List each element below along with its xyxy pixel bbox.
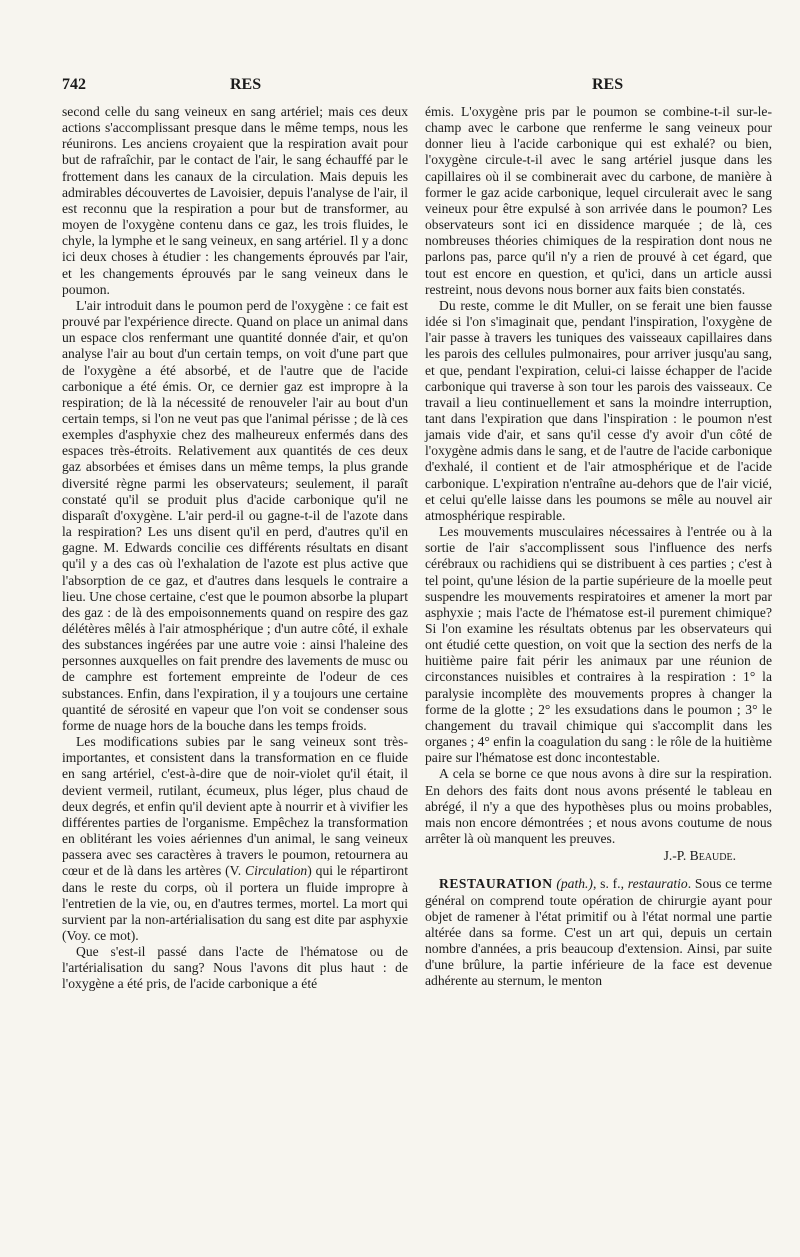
entry-restauration (425, 876, 772, 989)
entry-headword: RESTAURATION (439, 876, 553, 892)
paragraph: A cela se borne ce que nous avons à dire sur la respiration. En dehors des faits dont nous avons présenté le tableau en abrégé, il n'y a que des hypothèses plus ou moins probables, mais non encore démontrées ; et nous avons coutume de nous arrêter là où manquent les preuves. (425, 766, 772, 847)
paragraph: Les mouvements musculaires nécessaires à l'entrée ou à la sortie de l'air s'accomplissent sous l'influence des nerfs cérébraux ou rachidiens qui se distribuent à ces parties ; c'est à tel point, qu'une lésion de la partie supérieure de la moelle peut suspendre les mouvements respiratoires et amener la mort par asphyxie ; mais l'acte de l'hématose est-il purement chimique? Si l'on examine les résultats obtenus par les observateurs qui ont étudié cette question, on voit que la section des nerfs de la huitième paire fait périr les animaux par une réunion de circonstances nuisibles et contraires à la respiration : 1° la paralysie incomplète des mouvements propres à changer la forme de la glotte ; 2° les exsudations dans le poumon ; 3° le changement du travail chimique qui s'accomplit dans les organes ; 4° enfin la coagulation du sang : le rôle de la huitième paire sur l'hématose est donc incontestable. (425, 524, 772, 766)
paragraph: Que s'est-il passé dans l'acte de l'hématose ou de l'artérialisation du sang? Nous l'avons dit plus haut : de l'oxygène a été pris, de l'acide carbonique a été (62, 944, 408, 992)
cross-reference-circulation: Circulation (245, 863, 308, 879)
paragraph-text: Les modifications subies par le sang veineux sont très-importantes, et consistent dans la transformation en ce fluide en sang artériel, c'est-à-dire que de noir-violet qu'il était, il devient vermeil, rutilant, écumeux, plus léger, plus chaud de deux degrés, et enfin qu'il devient apte à nourrir et à vivifier les différentes parties de l'organisme. Empêchez la transformation en oblitérant les voies aériennes d'un animal, le sang veineux passera avec ses caractères à travers le poumon, retournera au cœur et de là dans les artères (V. (62, 734, 408, 879)
paragraph: second celle du sang veineux en sang artériel; mais ces deux actions s'accomplissant presque dans le même temps, nous les réunirons. Les anciens croyaient que la respiration avait pour but de rafraîchir, par le contact de l'air, le sang échauffé par le frottement dans les canaux de la circulation. Mais depuis les admirables découvertes de Lavoisier, depuis l'analyse de l'air, il est reconnu que la respiration a pour but de transformer, au moyen de l'oxygène contenu dans ce gaz, les trois fluides, le chyle, la lymphe et le sang veineux, en sang artériel. Il y a donc ici deux choses à étudier : les changements éprouvés par l'air, et les changements éprouvés par le sang veineux dans le poumon. (62, 104, 408, 297)
author-signature: J.-P. Beaude. (663, 848, 736, 864)
paragraph (62, 734, 408, 944)
right-column (425, 104, 772, 989)
paragraph-text: ) qui le répartiront dans le reste du corps, où il portera un fluide impropre à l'entretien de la vie, ou, en d'autres termes, mortel. La mort qui survient par la non-artérialisation du sang est dite par asphyxie (Voy. ce mot). (62, 863, 408, 943)
page-number: 742 (62, 76, 86, 93)
left-column (62, 104, 408, 993)
paragraph: émis. L'oxygène pris par le poumon se combine-t-il sur-le-champ avec le carbone que renferme le sang veineux pour donner lieu à l'acide carbonique qui est exhalé? ou bien, l'oxygène circule-t-il avec le sang artériel jusque dans les capillaires où il se combinerait avec du carbone, de manière à former le gaz acide carbonique, lequel circulerait avec le sang veineux pour être expulsé à son arrivée dans le poumon? Les observateurs sont ici en dissidence marquée ; de là, ces nombreuses théories chimiques de la respiration dont nous ne parlons pas, parce qu'il n'y a rien de prouvé à cet égard, que tout est encore en question, et qu'ici, dans un article aussi restreint, nous devons nous borner aux faits bien constatés. (425, 104, 772, 297)
entry-latin: restauratio (627, 876, 688, 892)
entry-gender: , s. f., (592, 876, 628, 892)
paragraph: Du reste, comme le dit Muller, on se ferait une bien fausse idée si l'on s'imaginait que, pendant l'inspiration, l'oxygène de l'air passe à travers les tuniques des vaisseaux capillaires dans les parois des cellules pulmonaires, pour arriver jusqu'au sang, et que, pendant l'expiration, celui-ci laisse échapper de l'acide carbonique qui traverse à son tour les parois des vaisseaux. Ce travail a lieu continuellement et sans la moindre interruption, tant dans l'expiration que dans l'inspiration : le poumon n'est jamais vide d'air, et sans qu'il cesse d'y avoir d'un côté de l'oxygène admis dans le sang, et de l'autre de l'acide carbonique d'exhalé, il contient et de l'air atmosphérique et de l'acide carbonique. L'expiration n'entraîne au-dehors que de l'air vicié, et celui qu'elle laisse dans les poumons se mêle au nouvel air atmosphérique respirable. (425, 297, 772, 523)
entry-body: Sous ce terme général on comprend toute opération de chirurgie ayant pour objet de ramener à l'état primitif ou à l'état normal une partie altérée dans sa forme. C'est un art qui, depuis un certain nombre d'années, a pris beaucoup d'extension. Ainsi, par suite d'une brûlure, la partie inférieure de la face est devenue adhérente au sternum, le menton (425, 876, 773, 989)
running-headword-right: RES (592, 76, 624, 93)
entry-punct: . (687, 876, 692, 892)
running-headword-left: RES (230, 76, 262, 93)
entry-abbreviation: (path.) (556, 876, 593, 892)
paragraph: L'air introduit dans le poumon perd de l'oxygène : ce fait est prouvé par l'expérience directe. Quand on place un animal dans un espace clos renfermant une quantité donnée d'air, et qu'on analyse l'air au bout d'un certain temps, on voit d'une part que de l'oxygène a été absorbé, et de l'autre que de l'acide carbonique a été émis. Or, ce dernier gaz est impropre à la respiration; de là la nécessité de renouveler l'air au bout d'un certain temps, si l'on ne veut pas que l'animal périsse ; de là ces exemples d'asphyxie chez des malheureux enfermés dans des espaces très-étroits. Relativement aux quantités de ces deux gaz absorbées et émises dans un même temps, la plus grande diversité règne parmi les observateurs; seulement, il paraît constaté qu'il se produit plus d'acide carbonique qu'il ne disparaît d'oxygène. L'air perd-il ou gagne-t-il de l'azote dans la respiration? Les uns disent qu'il en perd, d'autres qu'il en gagne. M. Edwards concilie ces différents résultats en disant qu'il y a des cas où l'exhalation de l'azote est plus active que l'absorption de ce gaz, et d'autres dans lesquels le contraire a lieu. Une chose certaine, c'est que le poumon absorbe la plupart des gaz : de là des empoisonnements quand on respire des gaz délétères mêlés à l'air atmosphérique ; d'un autre côté, il exhale des substances ingérées par une autre voie : ainsi l'haleine des personnes auxquelles on fait prendre des lavements de musc ou de camphre est fortement empreinte de l'odeur de ces substances. Enfin, dans l'expiration, il y a toujours une certaine quantité de sérosité en vapeur que l'on voit se condenser sous forme de nuage hors de la bouche dans les temps froids. (62, 297, 408, 733)
page-header (62, 76, 770, 96)
